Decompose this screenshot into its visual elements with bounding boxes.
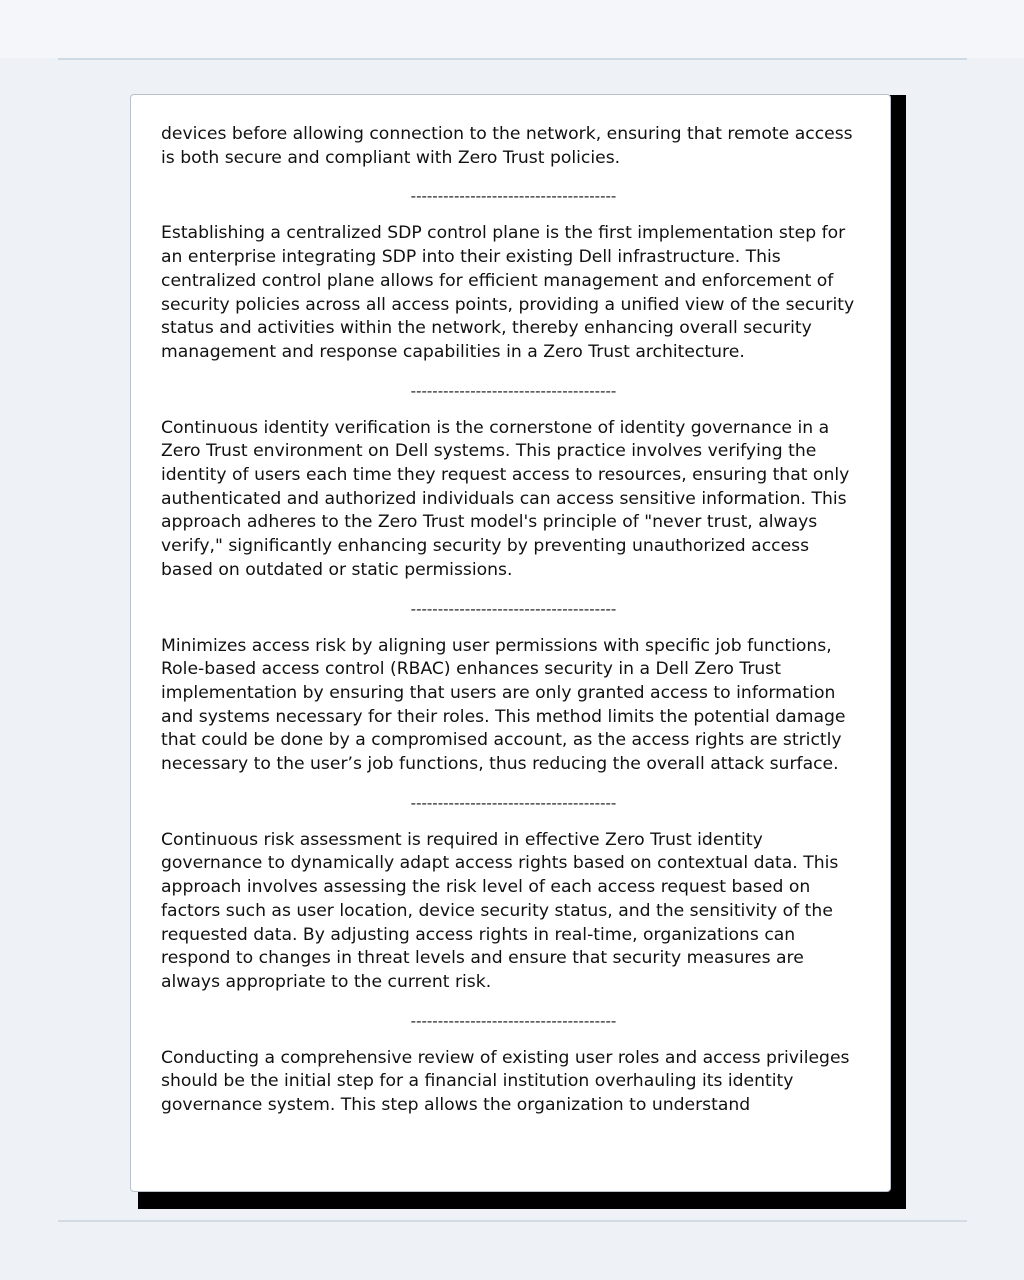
bottom-divider [58,1220,967,1222]
paragraph-3: Continuous identity verification is the cornerstone of identity governance in a Zero Trust environment on Dell systems. This practice involves verifying the identity of users each time they request access to resources, ensuring that only authenticated and authorized individuals can access sensitive information. This approach adheres to the Zero Trust model's principle of "never trust, always verify," significantly enhancing security by preventing unauthorized access based on outdated or static permissions. [161,417,850,580]
separator-5: -------------------------------------- [410,1011,617,1030]
paragraph-1: devices before allowing connection to the network, ensuring that remote access is both secure and compliant with Zero Trust policies. [161,124,853,168]
paragraph-4: Minimizes access risk by aligning user permissions with specific job functions, Role-based access control (RBAC) enhances security in a Dell Zero Trust implementation by ensuring that users are only granted access to information and systems necessary for their roles. This method limits the potential damage that could be done by a compromised account, as the access rights are strictly necessary to the user’s job functions, thus reducing the overall attack surface. [161,635,846,775]
document-body [161,123,866,1118]
top-divider [58,58,967,60]
document-page[interactable] [130,94,891,1192]
top-toolbar-band [0,0,1024,58]
separator-4: -------------------------------------- [410,793,617,812]
paragraph-2: Establishing a centralized SDP control plane is the first implementation step for an enterprise integrating SDP into their existing Dell infrastructure. This centralized control plane allows for efficient management and enforcement of security policies across all access points, providing a unified view of the security status and activities within the network, thereby enhancing overall security management and response capabilities in a Zero Trust architecture. [161,223,855,362]
paragraph-6: Conducting a comprehensive review of existing user roles and access privileges should be the initial step for a financial institution overhauling its identity governance system. This step allows the organization to understand [161,1047,850,1116]
separator-3: -------------------------------------- [410,599,617,618]
separator-2: -------------------------------------- [410,381,617,400]
paragraph-5: Continuous risk assessment is required in effective Zero Trust identity governance to dynamically adapt access rights based on contextual data. This approach involves assessing the risk level of each access request based on factors such as user location, device security status, and the sensitivity of the requested data. By adjusting access rights in real-time, organizations can respond to changes in threat levels and ensure that security measures are always appropriate to the current risk. [161,829,839,992]
separator-1: -------------------------------------- [410,187,617,206]
